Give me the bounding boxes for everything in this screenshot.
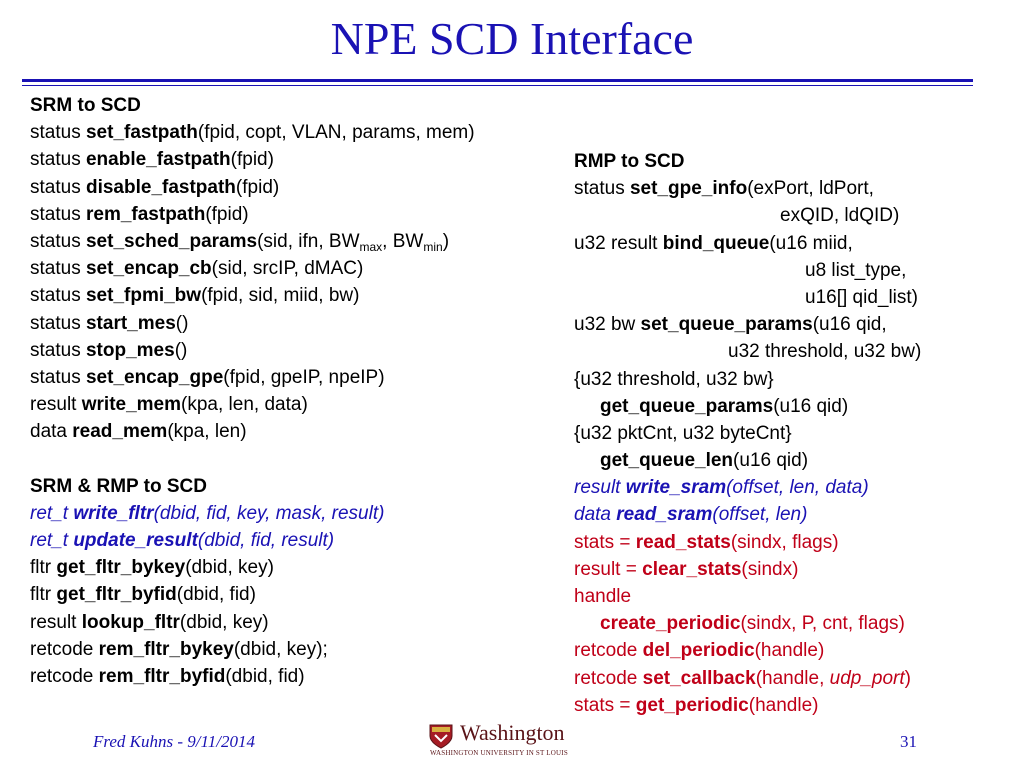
api-line-red: result = clear_stats(sindx) — [574, 558, 799, 580]
api-line: u32 bw set_queue_params(u16 qid, — [574, 314, 887, 336]
api-line: status rem_fastpath(fpid) — [30, 203, 249, 225]
api-line-blue: result write_sram(offset, len, data) — [574, 477, 869, 499]
api-line: status set_encap_gpe(fpid, gpeIP, npeIP) — [30, 366, 385, 388]
api-line-blue: data read_sram(offset, len) — [574, 504, 808, 526]
api-line: retcode rem_fltr_byfid(dbid, fid) — [30, 665, 305, 687]
api-line: {u32 threshold, u32 bw} — [574, 368, 774, 390]
api-line-continuation: u32 threshold, u32 bw) — [728, 341, 922, 363]
api-line: {u32 pktCnt, u32 byteCnt} — [574, 422, 792, 444]
api-line: get_queue_params(u16 qid) — [600, 395, 849, 417]
slide-title: NPE SCD Interface — [330, 13, 694, 64]
api-line: fltr get_fltr_byfid(dbid, fid) — [30, 584, 256, 606]
api-line-red: stats = get_periodic(handle) — [574, 694, 819, 716]
api-line: status start_mes() — [30, 312, 189, 334]
logo-subtitle: WASHINGTON UNIVERSITY IN ST LOUIS — [430, 749, 568, 757]
api-line: status enable_fastpath(fpid) — [30, 149, 274, 171]
spacer — [30, 445, 475, 472]
title-rule-thick — [22, 79, 973, 82]
api-line: data read_mem(kpa, len) — [30, 421, 247, 443]
footer-author-date: Fred Kuhns - 9/11/2014 — [93, 732, 255, 751]
logo-wordmark: Washington — [460, 720, 565, 745]
section-heading-srm: SRM to SCD — [30, 95, 141, 116]
section-heading-rmp: RMP to SCD — [574, 151, 685, 172]
right-column — [574, 148, 921, 719]
api-line: fltr get_fltr_bykey(dbid, key) — [30, 557, 274, 579]
left-column — [30, 92, 475, 690]
api-line-blue: ret_t update_result(dbid, fid, result) — [30, 530, 335, 551]
api-line-continuation: u16[] qid_list) — [805, 286, 919, 308]
api-line: u32 result bind_queue(u16 miid, — [574, 232, 853, 254]
api-line-blue: ret_t write_fltr(dbid, fid, key, mask, result) — [30, 502, 385, 524]
api-line-continuation: u8 list_type, — [805, 259, 907, 281]
api-line-red: retcode set_callback(handle, udp_port) — [574, 667, 911, 689]
api-line: get_queue_len(u16 qid) — [600, 450, 809, 472]
api-line: status set_fpmi_bw(fpid, sid, miid, bw) — [30, 285, 360, 307]
title-rule-thin — [22, 85, 973, 86]
api-line: retcode rem_fltr_bykey(dbid, key); — [30, 638, 328, 660]
shield-icon — [428, 723, 454, 749]
api-line-red: stats = read_stats(sindx, flags) — [574, 531, 839, 553]
api-line: result lookup_fltr(dbid, key) — [30, 611, 269, 633]
slide-number: 31 — [900, 732, 917, 751]
api-line: status stop_mes() — [30, 339, 188, 361]
api-line: status set_sched_params(sid, ifn, $BW_{max}$, $BW_{min}$) — [30, 230, 450, 254]
university-logo — [428, 721, 598, 761]
api-line: status set_encap_cb(sid, srcIP, dMAC) — [30, 258, 364, 280]
api-line: status disable_fastpath(fpid) — [30, 176, 280, 198]
api-line-red: handle — [574, 586, 632, 607]
api-line-continuation: exQID, ldQID) — [780, 205, 900, 227]
api-line: status set_gpe_info(exPort, ldPort, — [574, 178, 874, 200]
api-line-red: create_periodic(sindx, P, cnt, flags) — [600, 613, 905, 635]
api-line: status set_fastpath(fpid, copt, VLAN, params, mem) — [30, 122, 475, 144]
section-heading-srm-rmp: SRM & RMP to SCD — [30, 475, 207, 497]
api-line-red: retcode del_periodic(handle) — [574, 640, 825, 662]
api-line: result write_mem(kpa, len, data) — [30, 394, 308, 416]
